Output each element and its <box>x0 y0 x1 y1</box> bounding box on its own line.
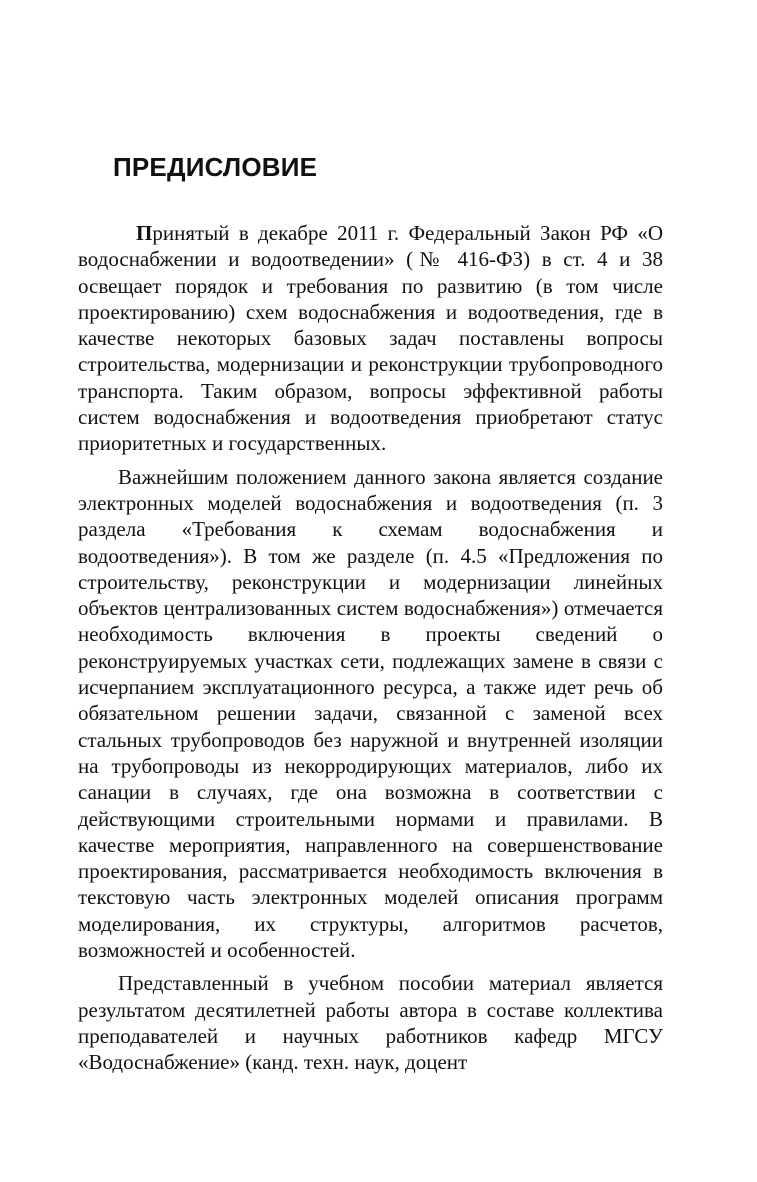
paragraph-2: Важнейшим положением данного закона является создание электронных моделей водоснабжения и водоотведения (п. 3 раздела «Требования к схемам водоснабжения и водоотведения»). В том же разделе (п. 4.5 «Предложения по строительству, реконструкции и модернизации линейных объектов централизованных систем водоснабжения») отмечается необходимость включения в проекты сведений о реконструируемых участках сети, подлежащих замене в связи с исчерпанием эксплуатационного ресурса, а также идет речь об обязательном решении задачи, связанной с заменой всех стальных трубопроводов без наружной и внутренней изоляции на трубопроводы из некорродирующих материалов, либо их санации в случаях, где она возможна в соответствии с действующими строительными нормами и правилами. В качестве мероприятия, направленного на совершенствование проектирования, рассматривается необходимость включения в текстовую часть электронных моделей описания программ моделирования, их структуры, алгоритмов расчетов, возможностей и особенностей. <box>78 464 663 963</box>
paragraph-3: Представленный в учебном пособии материал является результатом десятилетней работы автора в составе коллектива преподавателей и научных работников кафедр МГСУ «Водоснабжение» (канд. техн. наук, доцент <box>78 971 663 1075</box>
paragraph-1-text: ринятый в декабре 2011 г. Федеральный Закон РФ «О водоснабжении и водоотведении» (№ 416-ФЗ) в ст. 4 и 38 освещает порядок и требования по развитию (в том числе проектированию) схем водоснабжения и водоотведения, где в качестве некоторых базовых задач поставлены вопросы строительства, модернизации и реконструкции трубопроводного транспорта. Таким образом, вопросы эффективной работы систем водоснабжения и водоотведения приобретают статус приоритетных и государственных. <box>78 221 663 456</box>
paragraph-1-initial: П <box>136 221 153 245</box>
body-text <box>78 220 663 1083</box>
page-title: ПРЕДИСЛОВИЕ <box>113 152 318 182</box>
paragraph-1 <box>78 220 663 457</box>
